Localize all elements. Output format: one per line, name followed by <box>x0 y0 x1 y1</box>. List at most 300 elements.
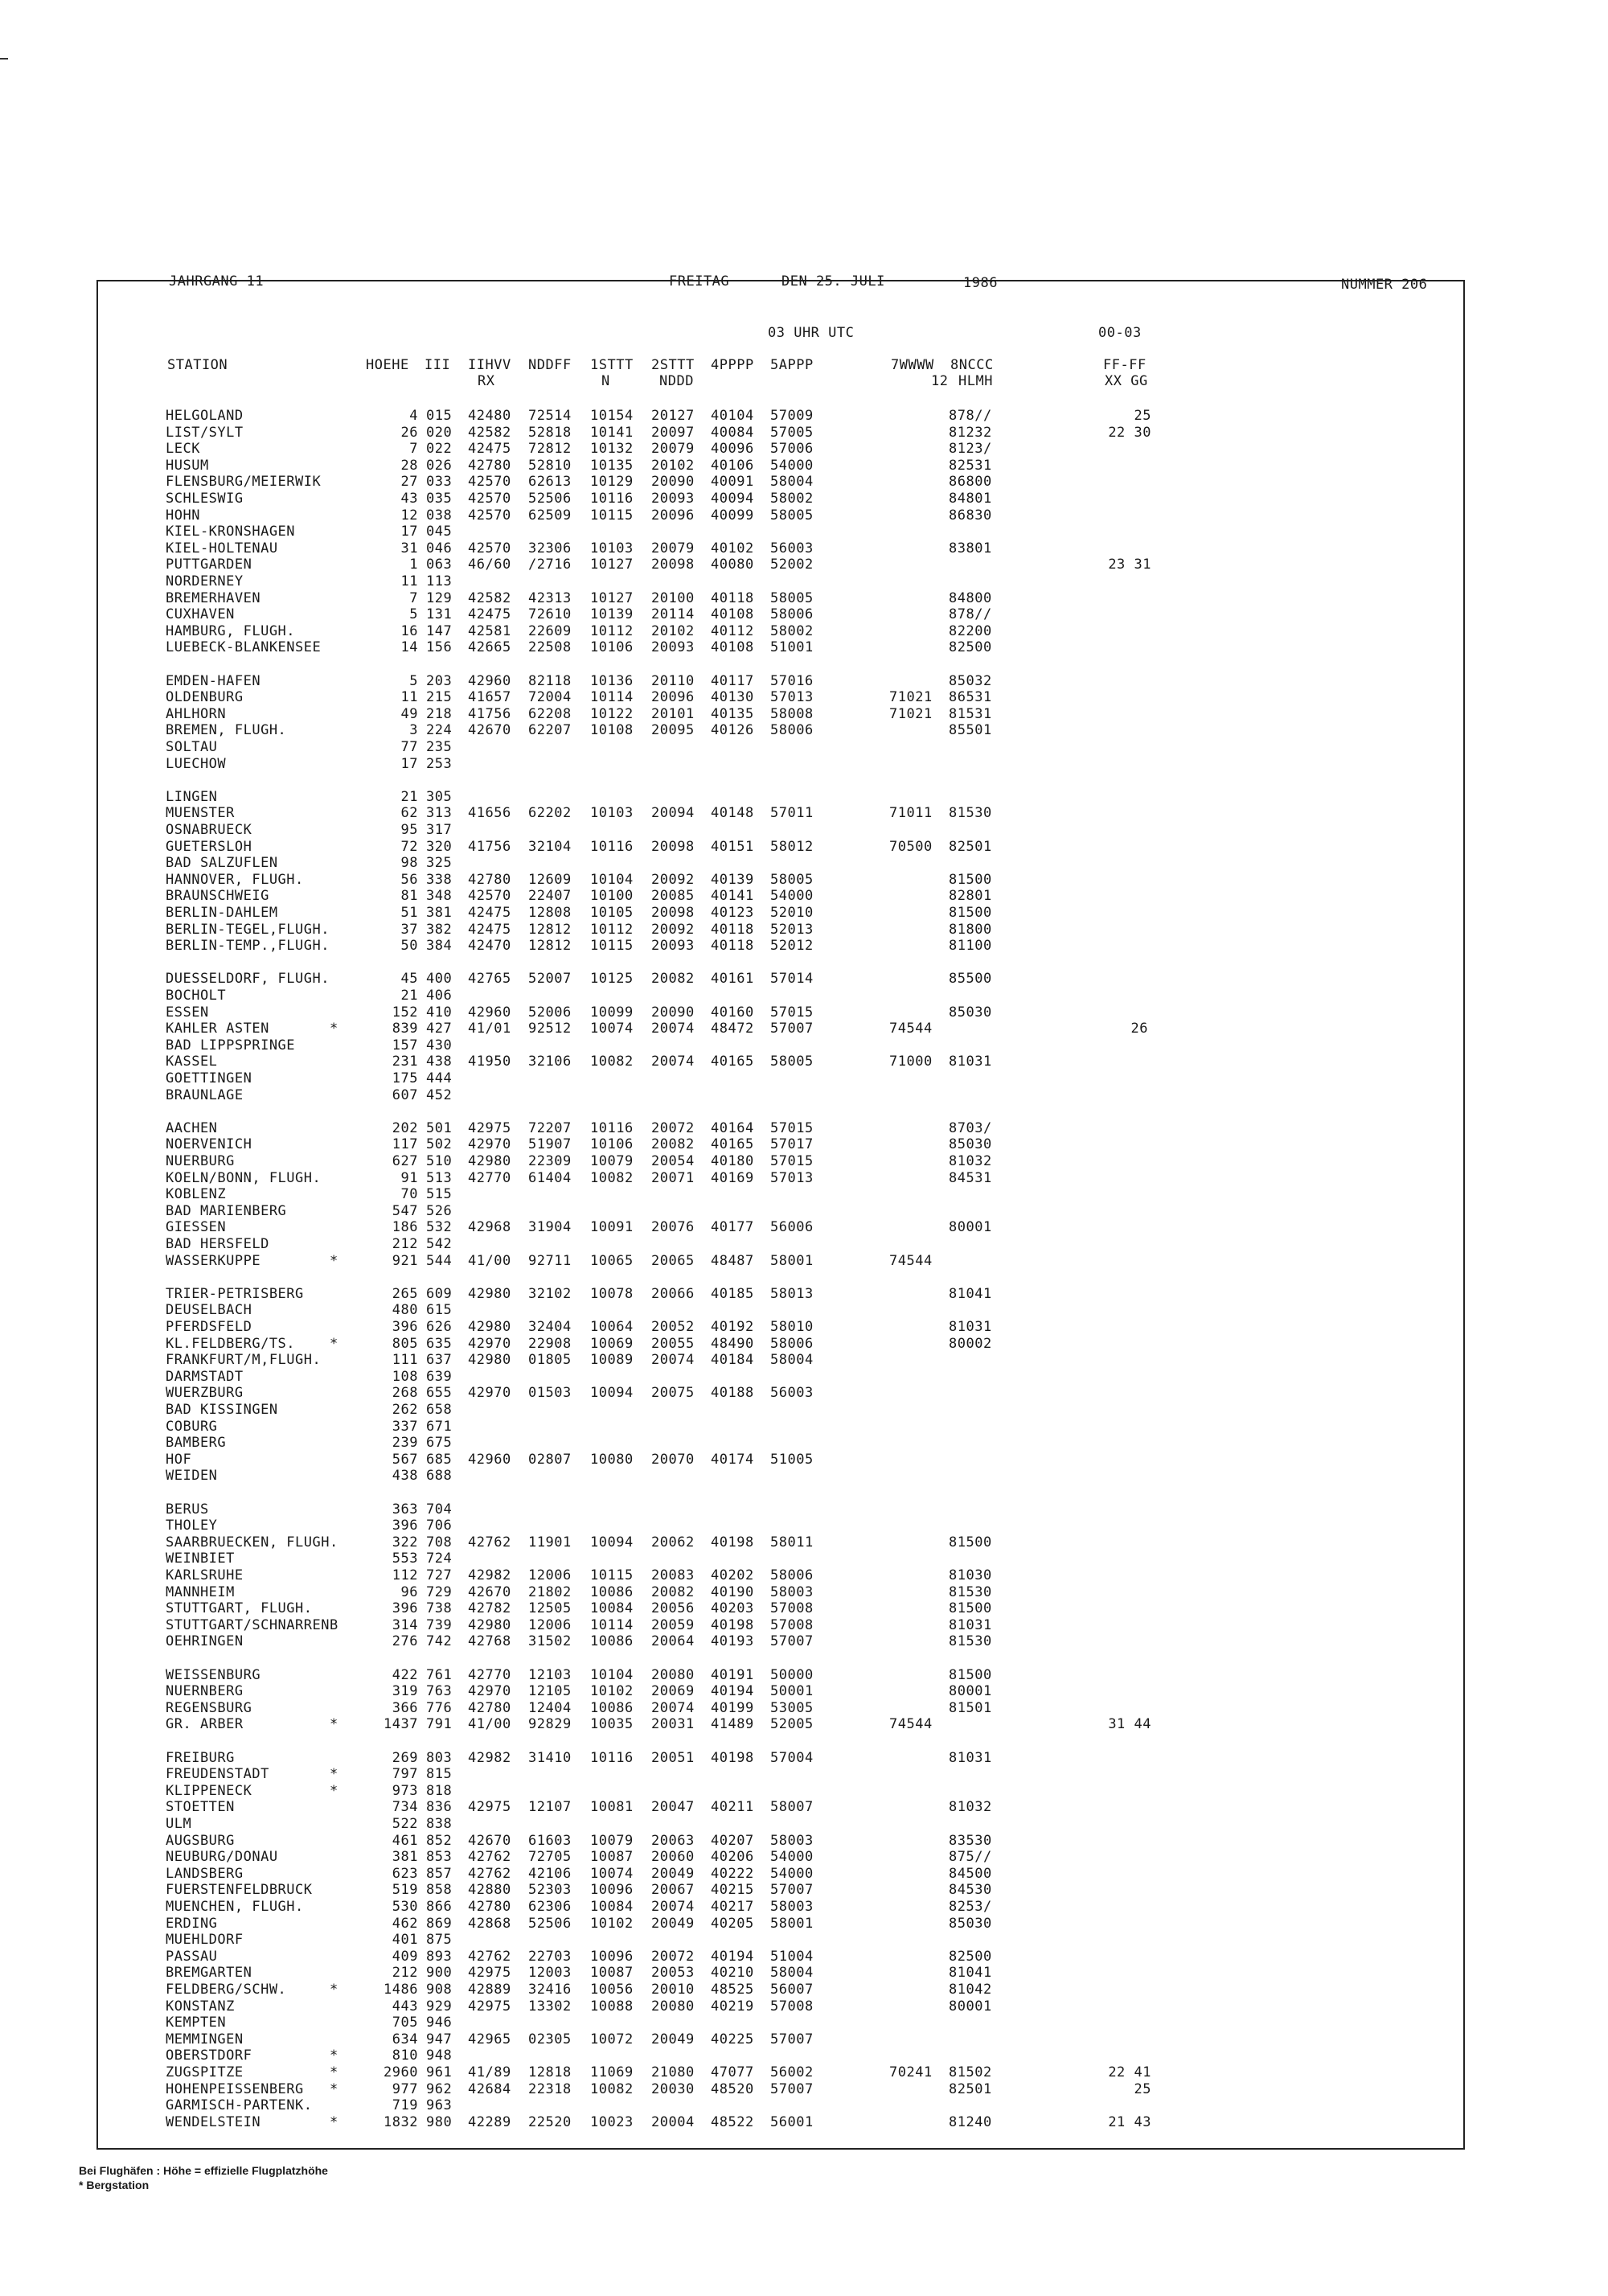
group-1sttt: 10127 <box>590 589 634 606</box>
footnote-mountain-station: * Bergstation <box>79 2179 150 2191</box>
station-id: 410 <box>426 1004 453 1021</box>
station-row <box>0 1501 1608 1518</box>
station-id: 384 <box>426 938 453 955</box>
group-nddff: 31904 <box>528 1219 572 1236</box>
station-height: 5 <box>409 606 418 623</box>
group-iihvv: 41950 <box>468 1054 511 1070</box>
col-sttt1-sub: N <box>601 373 610 389</box>
group-nddff: 22508 <box>528 639 572 656</box>
group-5appp: 57007 <box>770 1633 814 1650</box>
col-wwww: 7WWWW <box>891 357 934 373</box>
group-nddff: 32416 <box>528 1982 572 1998</box>
station-name: BREMEN, FLUGH. <box>166 722 287 739</box>
group-8nccc: 82200 <box>949 622 992 639</box>
station-height: 77 <box>400 739 418 755</box>
station-row <box>0 1153 1608 1169</box>
group-5appp: 58005 <box>770 589 814 606</box>
group-8nccc: 875// <box>949 1849 992 1866</box>
station-name: SCHLESWIG <box>166 491 244 507</box>
group-nddff: 12818 <box>528 2064 572 2080</box>
station-id: 900 <box>426 1965 453 1982</box>
group-4pppp: 48472 <box>711 1021 754 1037</box>
station-name: BERUS <box>166 1501 209 1518</box>
station-height: 56 <box>400 871 418 888</box>
station-height: 553 <box>392 1551 418 1567</box>
group-5appp: 56006 <box>770 1219 814 1236</box>
group-nddff: 11901 <box>528 1534 572 1551</box>
station-name: LIST/SYLT <box>166 424 244 441</box>
station-height: 461 <box>392 1832 418 1849</box>
group-8nccc: 82500 <box>949 1948 992 1965</box>
group-7wwww: 71000 <box>889 1054 933 1070</box>
group-1sttt: 10082 <box>590 1054 634 1070</box>
group-nddff: 62208 <box>528 705 572 722</box>
station-name: KEMPTEN <box>166 2015 227 2031</box>
station-row <box>0 1369 1608 1385</box>
group-2sttt: 20110 <box>651 672 695 689</box>
station-name: SAARBRUECKEN, FLUGH. <box>166 1534 338 1551</box>
group-1sttt: 10100 <box>590 888 634 905</box>
group-2sttt: 20092 <box>651 921 695 938</box>
group-5appp: 52002 <box>770 557 814 573</box>
group-4pppp: 40198 <box>711 1749 754 1766</box>
station-name: BAD MARIENBERG <box>166 1202 287 1219</box>
station-name: KOELN/BONN, FLUGH. <box>166 1169 322 1186</box>
station-name: BAD SALZUFLEN <box>166 855 278 872</box>
station-height: 27 <box>400 474 418 491</box>
group-nddff: 52506 <box>528 491 572 507</box>
station-row <box>0 1600 1608 1616</box>
group-nddff: 31410 <box>528 1749 572 1766</box>
group-2sttt: 20102 <box>651 457 695 474</box>
group-8nccc: 86531 <box>949 689 992 706</box>
station-name: FELDBERG/SCHW. * <box>166 1982 338 1998</box>
group-ff: 25 <box>1134 408 1151 424</box>
station-row <box>0 1253 1608 1269</box>
group-4pppp: 40148 <box>711 805 754 822</box>
station-height: 443 <box>392 1998 418 2015</box>
group-iihvv: 42581 <box>468 622 511 639</box>
group-1sttt: 10112 <box>590 921 634 938</box>
group-1sttt: 10088 <box>590 1998 634 2015</box>
col-iihvv: IIHVV <box>468 357 511 373</box>
group-8nccc: 85030 <box>949 1915 992 1932</box>
group-5appp: 58003 <box>770 1899 814 1915</box>
station-row <box>0 1004 1608 1021</box>
group-5appp: 58002 <box>770 622 814 639</box>
station-name: DUESSELDORF, FLUGH. <box>166 971 330 988</box>
station-height: 337 <box>392 1418 418 1435</box>
station-name: HUSUM <box>166 457 209 474</box>
group-2sttt: 20082 <box>651 1583 695 1600</box>
group-1sttt: 10103 <box>590 540 634 557</box>
group-5appp: 58012 <box>770 838 814 855</box>
station-height: 49 <box>400 705 418 722</box>
group-1sttt: 10106 <box>590 639 634 656</box>
station-row <box>0 1468 1608 1484</box>
station-height: 21 <box>400 988 418 1004</box>
station-name: FRANKFURT/M,FLUGH. <box>166 1352 322 1369</box>
station-name: FREIBURG <box>166 1749 235 1766</box>
group-iihvv: 42980 <box>468 1153 511 1169</box>
group-1sttt: 10114 <box>590 689 634 706</box>
group-2sttt: 20090 <box>651 1004 695 1021</box>
group-2sttt: 20063 <box>651 1832 695 1849</box>
group-4pppp: 40091 <box>711 474 754 491</box>
station-id: 305 <box>426 788 453 805</box>
group-5appp: 57016 <box>770 672 814 689</box>
station-id: 708 <box>426 1534 453 1551</box>
group-5appp: 58004 <box>770 1352 814 1369</box>
station-id: 724 <box>426 1551 453 1567</box>
station-name: CUXHAVEN <box>166 606 235 623</box>
group-nddff: 02807 <box>528 1451 572 1468</box>
station-name: KL.FELDBERG/TS. * <box>166 1335 338 1352</box>
station-height: 734 <box>392 1799 418 1816</box>
group-8nccc: 81031 <box>949 1749 992 1766</box>
station-name: AACHEN <box>166 1119 218 1136</box>
station-row <box>0 573 1608 589</box>
station-height: 31 <box>400 540 418 557</box>
group-8nccc: 81500 <box>949 1534 992 1551</box>
group-4pppp: 40215 <box>711 1882 754 1899</box>
station-height: 396 <box>392 1600 418 1617</box>
group-iihvv: 42780 <box>468 1899 511 1915</box>
group-1sttt: 10074 <box>590 1865 634 1882</box>
group-5appp: 58008 <box>770 705 814 722</box>
station-height: 363 <box>392 1501 418 1518</box>
group-5appp: 58001 <box>770 1915 814 1932</box>
group-2sttt: 20067 <box>651 1882 695 1899</box>
group-nddff: 12812 <box>528 921 572 938</box>
group-8nccc: 86800 <box>949 474 992 491</box>
station-height: 265 <box>392 1285 418 1302</box>
group-nddff: /2716 <box>528 557 572 573</box>
station-name: STOETTEN <box>166 1799 235 1816</box>
station-height: 50 <box>400 938 418 955</box>
station-row <box>0 1518 1608 1534</box>
group-4pppp: 40206 <box>711 1849 754 1866</box>
group-8nccc: 82501 <box>949 2080 992 2097</box>
station-height: 1 <box>409 557 418 573</box>
group-2sttt: 20066 <box>651 1285 695 1302</box>
station-name: PFERDSFELD <box>166 1319 252 1335</box>
station-height: 401 <box>392 1932 418 1949</box>
group-iihvv: 41656 <box>468 805 511 822</box>
group-5appp: 53005 <box>770 1699 814 1716</box>
group-5appp: 57017 <box>770 1136 814 1153</box>
group-nddff: 62613 <box>528 474 572 491</box>
group-4pppp: 40102 <box>711 540 754 557</box>
date-label: DEN 25. JULI <box>781 273 885 290</box>
station-row <box>0 1170 1608 1186</box>
station-id: 430 <box>426 1037 453 1054</box>
group-1sttt: 10115 <box>590 1567 634 1583</box>
group-5appp: 57011 <box>770 805 814 822</box>
group-nddff: 61404 <box>528 1169 572 1186</box>
group-iihvv: 41/01 <box>468 1021 511 1037</box>
station-name: NOERVENICH <box>166 1136 252 1153</box>
group-7wwww: 71011 <box>889 805 933 822</box>
group-nddff: 22318 <box>528 2080 572 2097</box>
station-name: WUERZBURG <box>166 1385 244 1402</box>
group-2sttt: 20004 <box>651 2113 695 2130</box>
group-4pppp: 40222 <box>711 1865 754 1882</box>
station-height: 1486 <box>384 1982 418 1998</box>
station-id: 035 <box>426 491 453 507</box>
station-id: 727 <box>426 1567 453 1583</box>
group-1sttt: 10089 <box>590 1352 634 1369</box>
group-8nccc: 82801 <box>949 888 992 905</box>
col-nccc: 8NCCC <box>950 357 994 373</box>
station-id: 815 <box>426 1766 453 1783</box>
group-nddff: 12006 <box>528 1616 572 1633</box>
station-row <box>0 1849 1608 1865</box>
group-nddff: 92711 <box>528 1252 572 1269</box>
group-nddff: 21802 <box>528 1583 572 1600</box>
station-height: 1437 <box>384 1716 418 1733</box>
station-height: 797 <box>392 1766 418 1783</box>
group-iihvv: 42475 <box>468 905 511 921</box>
station-name: NUERNBERG <box>166 1683 244 1700</box>
station-id: 033 <box>426 474 453 491</box>
group-iihvv: 42582 <box>468 424 511 441</box>
group-4pppp: 40210 <box>711 1965 754 1982</box>
station-id: 739 <box>426 1616 453 1633</box>
station-row <box>0 789 1608 805</box>
group-nddff: 52007 <box>528 971 572 988</box>
station-height: 7 <box>409 441 418 458</box>
group-2sttt: 20030 <box>651 2080 695 2097</box>
group-nddff: 12609 <box>528 871 572 888</box>
footnote-airport-height: Bei Flughäfen : Höhe = effizielle Flugplatzhöhe <box>79 2164 328 2177</box>
station-name: WEINBIET <box>166 1551 235 1567</box>
group-2sttt: 20074 <box>651 1699 695 1716</box>
station-id: 513 <box>426 1169 453 1186</box>
group-4pppp: 40123 <box>711 905 754 921</box>
station-id: 947 <box>426 2031 453 2048</box>
group-4pppp: 40219 <box>711 1998 754 2015</box>
station-name: BRAUNSCHWEIG <box>166 888 269 905</box>
station-height: 623 <box>392 1865 418 1882</box>
group-2sttt: 20076 <box>651 1219 695 1236</box>
station-height: 438 <box>392 1468 418 1485</box>
station-id: 026 <box>426 457 453 474</box>
station-id: 438 <box>426 1054 453 1070</box>
station-height: 212 <box>392 1236 418 1252</box>
group-2sttt: 20127 <box>651 408 695 424</box>
group-8nccc: 81240 <box>949 2113 992 2130</box>
group-2sttt: 20031 <box>651 1716 695 1733</box>
station-name: KLIPPENECK * <box>166 1782 338 1799</box>
group-iihvv: 41/00 <box>468 1716 511 1733</box>
group-5appp: 50001 <box>770 1683 814 1700</box>
group-4pppp: 40211 <box>711 1799 754 1816</box>
station-id: 381 <box>426 905 453 921</box>
station-id: 526 <box>426 1202 453 1219</box>
group-8nccc: 81232 <box>949 424 992 441</box>
station-height: 70 <box>400 1186 418 1203</box>
station-row <box>0 905 1608 921</box>
station-name: PASSAU <box>166 1948 218 1965</box>
station-row <box>0 888 1608 904</box>
group-4pppp: 40185 <box>711 1285 754 1302</box>
group-2sttt: 20097 <box>651 424 695 441</box>
group-8nccc: 81501 <box>949 1699 992 1716</box>
station-id: 671 <box>426 1418 453 1435</box>
group-nddff: 72705 <box>528 1849 572 1866</box>
group-5appp: 57009 <box>770 408 814 424</box>
group-5appp: 57015 <box>770 1004 814 1021</box>
station-id: 626 <box>426 1319 453 1335</box>
station-id: 320 <box>426 838 453 855</box>
group-nddff: 52818 <box>528 424 572 441</box>
station-height: 117 <box>392 1136 418 1153</box>
station-row <box>0 1716 1608 1732</box>
group-1sttt: 10080 <box>590 1451 634 1468</box>
station-name: HOHENPEISSENBERG * <box>166 2080 338 2097</box>
group-nddff: 02305 <box>528 2031 572 2048</box>
group-8nccc: 81800 <box>949 921 992 938</box>
station-row <box>0 1186 1608 1202</box>
station-id: 515 <box>426 1186 453 1203</box>
group-8nccc: 83530 <box>949 1832 992 1849</box>
group-5appp: 54000 <box>770 1865 814 1882</box>
group-5appp: 58007 <box>770 1799 814 1816</box>
group-nddff: 12003 <box>528 1965 572 1982</box>
group-1sttt: 10099 <box>590 1004 634 1021</box>
group-7wwww: 71021 <box>889 705 933 722</box>
group-1sttt: 10114 <box>590 1616 634 1633</box>
group-8nccc: 80001 <box>949 1683 992 1700</box>
station-row <box>0 1816 1608 1832</box>
station-id: 406 <box>426 988 453 1004</box>
station-name: NUERBURG <box>166 1153 235 1169</box>
group-4pppp: 40225 <box>711 2031 754 2048</box>
station-height: 51 <box>400 905 418 921</box>
col-sttt2: 2STTT <box>651 357 695 373</box>
group-4pppp: 40151 <box>711 838 754 855</box>
group-5appp: 58003 <box>770 1832 814 1849</box>
station-height: 1832 <box>384 2113 418 2130</box>
station-id: 655 <box>426 1385 453 1402</box>
group-2sttt: 20055 <box>651 1335 695 1352</box>
station-id: 688 <box>426 1468 453 1485</box>
group-8nccc: 81100 <box>949 938 992 955</box>
group-nddff: 12812 <box>528 938 572 955</box>
group-5appp: 57008 <box>770 1998 814 2015</box>
col-nddff: NDDFF <box>528 357 572 373</box>
group-4pppp: 40160 <box>711 1004 754 1021</box>
station-id: 763 <box>426 1683 453 1700</box>
group-1sttt: 10115 <box>590 938 634 955</box>
group-nddff: 82118 <box>528 672 572 689</box>
group-1sttt: 10086 <box>590 1583 634 1600</box>
group-2sttt: 20054 <box>651 1153 695 1169</box>
group-4pppp: 40205 <box>711 1915 754 1932</box>
group-iihvv: 42670 <box>468 722 511 739</box>
station-name: HOF <box>166 1451 192 1468</box>
group-5appp: 52013 <box>770 921 814 938</box>
group-1sttt: 10086 <box>590 1633 634 1650</box>
group-2sttt: 20095 <box>651 722 695 739</box>
group-nddff: 22609 <box>528 622 572 639</box>
group-5appp: 57007 <box>770 2080 814 2097</box>
station-name: LECK <box>166 441 200 458</box>
station-height: 111 <box>392 1352 418 1369</box>
group-1sttt: 10096 <box>590 1948 634 1965</box>
station-height: 314 <box>392 1616 418 1633</box>
group-4pppp: 40161 <box>711 971 754 988</box>
col-nccc-sub: HLMH <box>958 373 993 389</box>
group-1sttt: 10136 <box>590 672 634 689</box>
station-row <box>0 1534 1608 1551</box>
group-1sttt: 10112 <box>590 622 634 639</box>
group-2sttt: 20102 <box>651 622 695 639</box>
group-1sttt: 10122 <box>590 705 634 722</box>
group-4pppp: 40108 <box>711 639 754 656</box>
group-5appp: 58006 <box>770 1335 814 1352</box>
group-5appp: 57013 <box>770 1169 814 1186</box>
station-row <box>0 1302 1608 1318</box>
station-name: REGENSBURG <box>166 1699 252 1716</box>
group-iihvv: 42960 <box>468 672 511 689</box>
station-row <box>0 1783 1608 1799</box>
group-4pppp: 40192 <box>711 1319 754 1335</box>
station-height: 627 <box>392 1153 418 1169</box>
group-4pppp: 40169 <box>711 1169 754 1186</box>
group-iihvv: 42965 <box>468 2031 511 2048</box>
group-4pppp: 40126 <box>711 722 754 739</box>
station-name: HAMBURG, FLUGH. <box>166 622 296 639</box>
group-8nccc: 82500 <box>949 639 992 656</box>
group-8nccc: 878// <box>949 606 992 623</box>
station-height: 98 <box>400 855 418 872</box>
station-name: ZUGSPITZE * <box>166 2064 338 2080</box>
station-name: MEMMINGEN <box>166 2031 244 2048</box>
group-5appp: 58006 <box>770 722 814 739</box>
station-id: 038 <box>426 507 453 524</box>
group-nddff: 42313 <box>528 589 572 606</box>
col-sttt2-sub: NDDD <box>659 373 694 389</box>
group-5appp: 57007 <box>770 1021 814 1037</box>
station-height: 186 <box>392 1219 418 1236</box>
station-height: 28 <box>400 457 418 474</box>
group-2sttt: 20071 <box>651 1169 695 1186</box>
station-id: 046 <box>426 540 453 557</box>
col-sttt1: 1STTT <box>590 357 634 373</box>
group-5appp: 58011 <box>770 1534 814 1551</box>
station-row <box>0 1617 1608 1633</box>
group-iihvv: 42780 <box>468 871 511 888</box>
group-iihvv: 42780 <box>468 457 511 474</box>
group-8nccc: 85500 <box>949 971 992 988</box>
station-height: 805 <box>392 1335 418 1352</box>
station-id: 866 <box>426 1899 453 1915</box>
group-iihvv: 42960 <box>468 1451 511 1468</box>
station-name: STUTTGART/SCHNARRENB <box>166 1616 338 1633</box>
station-name: LUECHOW <box>166 755 227 772</box>
station-row <box>0 1551 1608 1567</box>
group-nddff: 12505 <box>528 1600 572 1617</box>
station-name: DEUSELBACH <box>166 1302 252 1319</box>
group-2sttt: 20080 <box>651 1998 695 2015</box>
station-name: GUETERSLOH <box>166 838 252 855</box>
group-2sttt: 20082 <box>651 1136 695 1153</box>
station-height: 268 <box>392 1385 418 1402</box>
group-nddff: 12006 <box>528 1567 572 1583</box>
group-8nccc: 81530 <box>949 805 992 822</box>
